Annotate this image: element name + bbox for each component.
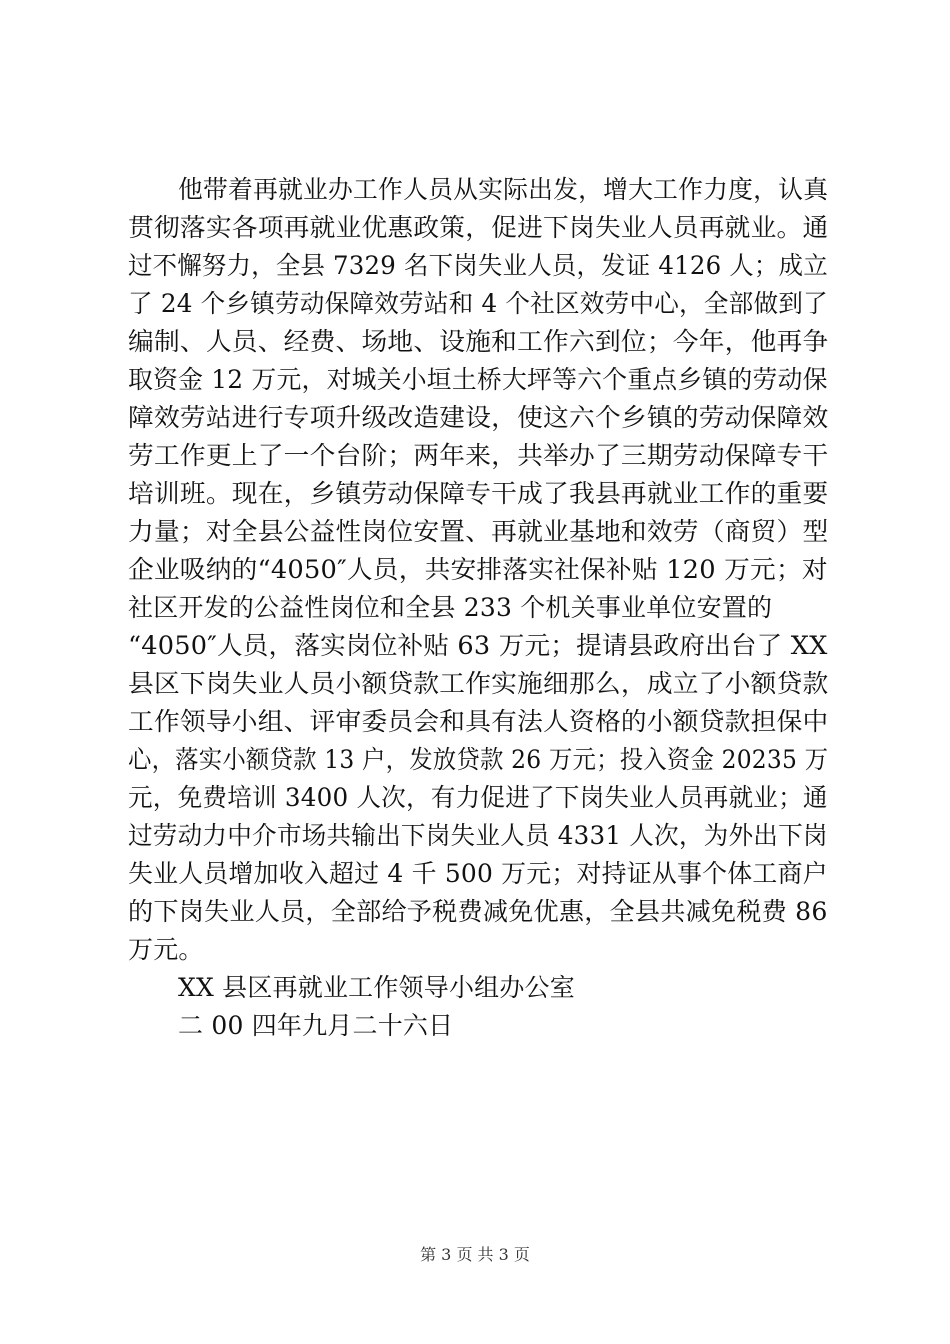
signature-organization: XX 县区再就业工作领导小组办公室 (178, 973, 575, 1002)
page-footer: 第 3 页 共 3 页 (420, 1245, 530, 1264)
paragraph-line: 失业人员增加收入超过 4 千 500 万元；对持证从事个体工商户 (128, 859, 828, 888)
paragraph-line: 过劳动力中介市场共输出下岗失业人员 4331 人次，为外出下岗 (128, 821, 828, 850)
paragraph-line: 过不懈努力，全县 7329 名下岗失业人员，发证 4126 人；成立 (128, 251, 828, 280)
paragraph-line: 培训班。现在，乡镇劳动保障专干成了我县再就业工作的重要 (128, 479, 829, 508)
paragraph-line: 企业吸纳的“4050″人员，共安排落实社保补贴 120 万元；对 (128, 555, 828, 584)
paragraph-line: 他带着再就业办工作人员从实际出发，增大工作力度，认真 (178, 175, 829, 204)
paragraph-line: 元，免费培训 3400 人次，有力促进了下岗失业人员再就业；通 (128, 783, 828, 812)
paragraph-line: 万元。 (128, 935, 204, 964)
paragraph-line: 社区开发的公益性岗位和全县 233 个机关事业单位安置的 (128, 593, 773, 622)
signature-date: 二 00 四年九月二十六日 (178, 1011, 454, 1040)
paragraph-line: 障效劳站进行专项升级改造建设，使这六个乡镇的劳动保障效 (128, 403, 829, 432)
paragraph-line: 编制、人员、经费、场地、设施和工作六到位；今年，他再争 (128, 327, 829, 356)
paragraph-line: 了 24 个乡镇劳动保障效劳站和 4 个社区效劳中心，全部做到了 (128, 289, 828, 318)
paragraph-line: 工作领导小组、评审委员会和具有法人资格的小额贷款担保中 (128, 707, 829, 736)
paragraph-line: 心，落实小额贷款 13 户，发放贷款 26 万元；投入资金 20235 万 (128, 745, 829, 774)
paragraph-line: 的下岗失业人员，全部给予税费减免优惠，全县共减免税费 86 (128, 897, 828, 926)
paragraph-line: 县区下岗失业人员小额贷款工作实施细那么，成立了小额贷款 (128, 669, 829, 698)
paragraph-line: 力量；对全县公益性岗位安置、再就业基地和效劳（商贸）型 (128, 517, 829, 546)
paragraph-line: 取资金 12 万元，对城关小垣土桥大坪等六个重点乡镇的劳动保 (128, 365, 828, 394)
paragraph-line: 劳工作更上了一个台阶；两年来，共举办了三期劳动保障专干 (128, 441, 829, 470)
paragraph-line: 贯彻落实各项再就业优惠政策，促进下岗失业人员再就业。通 (128, 213, 829, 242)
paragraph-line: “4050″人员，落实岗位补贴 63 万元；提请县政府出台了 XX (128, 631, 828, 660)
